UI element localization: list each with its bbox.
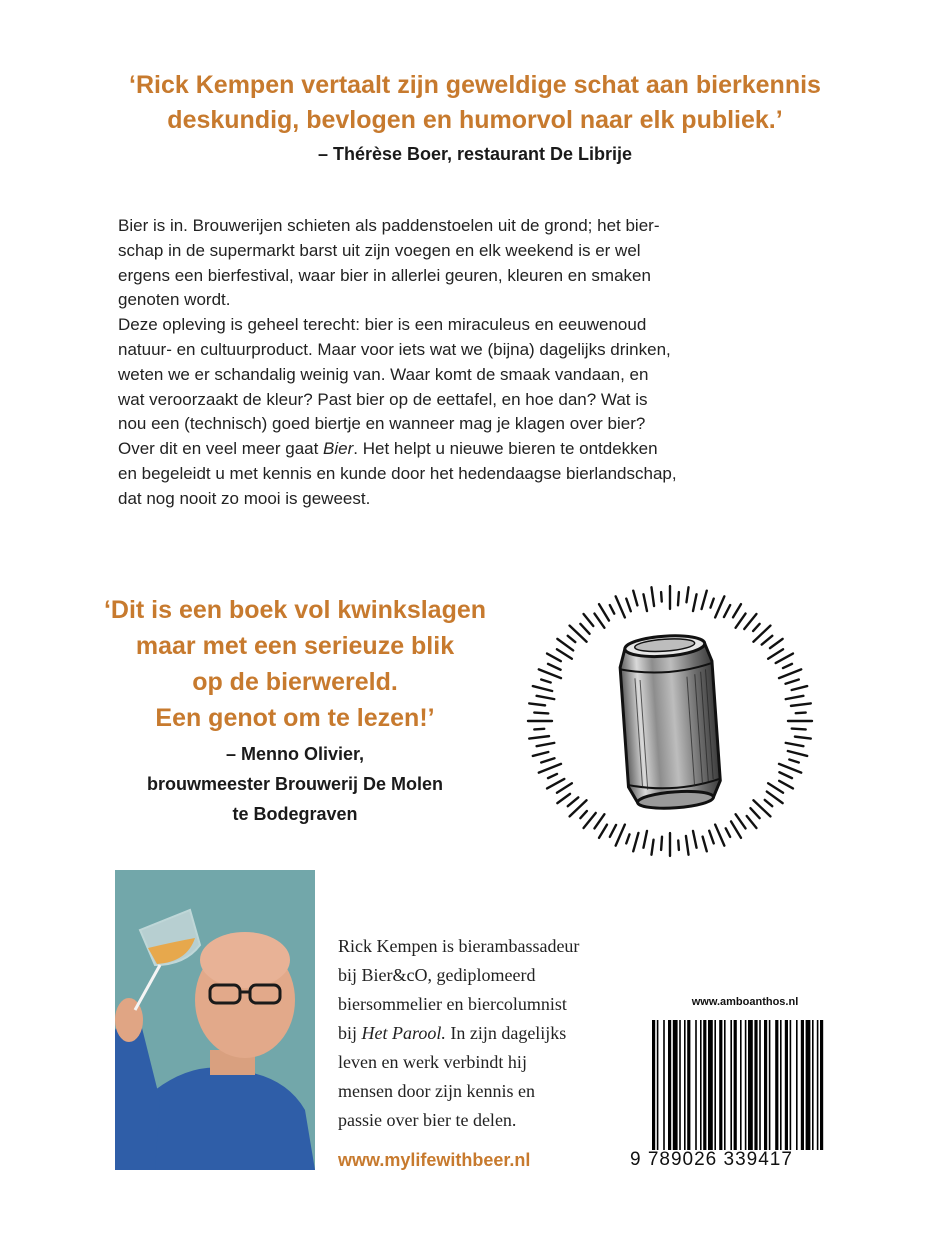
publisher-url[interactable]: www.amboanthos.nl — [691, 996, 799, 1008]
barcode-bar — [801, 1020, 804, 1150]
sunburst-ray — [541, 679, 550, 682]
bio-line-with-newspaper — [338, 1019, 638, 1048]
sunburst-ray — [651, 840, 653, 855]
sunburst-ray — [788, 751, 807, 756]
sunburst-ray — [693, 831, 697, 848]
sunburst-ray — [779, 764, 801, 773]
bio-line: leven en werk verbindt hij — [338, 1052, 527, 1072]
top-quote-attribution: – Thérèse Boer, restaurant De Librije — [317, 144, 633, 164]
sunburst-ray — [686, 836, 689, 855]
sunburst-ray — [599, 604, 609, 620]
sunburst-ray — [767, 792, 783, 804]
barcode-bar — [780, 1020, 782, 1150]
sunburst-ray — [557, 639, 573, 651]
attribution-line-2: brouwmeester Brouwerij De Molen — [146, 774, 444, 794]
barcode-bar — [703, 1020, 706, 1150]
author-bio — [338, 932, 638, 1135]
barcode-bar — [663, 1020, 665, 1150]
sunburst-ray — [626, 834, 629, 843]
barcode-bar — [708, 1020, 713, 1150]
middle-quote — [70, 592, 520, 736]
sunburst-ray — [584, 813, 596, 828]
sunburst-ray — [786, 743, 804, 746]
sunburst-ray — [768, 783, 783, 793]
barcode-bar — [740, 1020, 742, 1150]
sunburst-ray — [539, 669, 561, 678]
barcode-bar — [734, 1020, 737, 1150]
bio-line: bij Bier&cO, gediplomeerd — [338, 965, 536, 985]
sunburst-ray — [568, 636, 576, 642]
sunburst-ray — [547, 779, 564, 789]
sunburst-ray — [557, 794, 570, 803]
sunburst-ray — [643, 594, 647, 611]
sunburst-ray — [753, 624, 760, 631]
sunburst-ray — [633, 591, 637, 606]
barcode-bar — [785, 1020, 788, 1150]
barcode-bar — [748, 1020, 753, 1150]
beer-can-radiating-icon — [520, 576, 820, 866]
barcode-bar — [679, 1020, 681, 1150]
sunburst-ray — [768, 649, 783, 659]
sunburst-ray — [726, 828, 730, 837]
sunburst-ray — [533, 686, 552, 691]
middle-quote-line-2: maar met een serieuze blik — [135, 632, 455, 660]
sunburst-ray — [557, 783, 572, 793]
description-text: . Het helpt u nieuwe bieren te ontdekken — [353, 439, 658, 459]
middle-quote-line-1: ‘Dit is een boek vol kwinkslagen — [103, 596, 487, 624]
sunburst-ray — [786, 679, 799, 683]
sunburst-ray — [626, 599, 631, 612]
middle-quote-line-4: Een genot om te lezen!’ — [155, 704, 435, 732]
barcode-bar — [657, 1020, 659, 1150]
sunburst-ray — [580, 624, 589, 634]
barcode-bar — [764, 1020, 767, 1150]
bio-line: mensen door zijn kennis en — [338, 1081, 535, 1101]
barcode-bar — [790, 1020, 792, 1150]
description-line: en begeleidt u met kennis en kunde door het hedendaagse bierlandschap, — [118, 463, 677, 483]
sunburst-ray — [795, 737, 811, 739]
sunburst-ray — [661, 837, 662, 850]
middle-quote-line-3: op de bierwereld. — [192, 668, 398, 696]
newspaper-title-italic: Het Parool. — [361, 1023, 446, 1043]
barcode-bar — [820, 1020, 823, 1150]
middle-quote-attribution — [70, 739, 520, 829]
sunburst-ray — [779, 772, 792, 778]
sunburst-ray — [537, 743, 555, 746]
sunburst-ray — [547, 654, 561, 662]
sunburst-ray — [711, 599, 714, 608]
sunburst-ray — [796, 713, 806, 714]
sunburst-ray — [783, 664, 792, 668]
sunburst-ray — [548, 664, 561, 670]
description-line: Bier is in. Brouwerijen schieten als paddenstoelen uit de grond; het bier- — [118, 216, 660, 235]
bio-text: bij — [338, 1023, 362, 1043]
top-quote — [80, 68, 870, 138]
sunburst-ray — [724, 605, 730, 617]
top-quote-line-2: deskundig, bevlogen en humorvol naar elk publiek.’ — [167, 106, 783, 134]
description-line: wat veroorzaakt de kleur? Past bier op de eettafel, en hoe dan? Wat is — [118, 389, 648, 409]
sunburst-ray — [779, 669, 801, 678]
sunburst-ray — [765, 800, 773, 806]
attribution-line-1: – Menno Olivier, — [225, 744, 365, 764]
barcode-bar — [806, 1020, 811, 1150]
sunburst-ray — [770, 639, 783, 648]
sunburst-ray — [702, 591, 707, 609]
sunburst-ray — [643, 831, 647, 848]
sunburst-ray — [610, 605, 614, 614]
sunburst-ray — [786, 696, 804, 699]
barcode-bar — [719, 1020, 722, 1150]
barcode-bar — [775, 1020, 778, 1150]
description-line: Deze opleving is geheel terecht: bier is een miraculeus en eeuwenoud — [118, 315, 647, 335]
barcode-bar — [730, 1020, 732, 1150]
sunburst-ray — [750, 808, 759, 818]
sunburst-ray — [693, 594, 697, 611]
sunburst-ray — [616, 825, 625, 846]
sunburst-ray — [776, 654, 793, 664]
description-line-with-title — [118, 437, 838, 462]
bio-line: biersommelier en biercolumnist — [338, 994, 567, 1014]
sunburst-ray — [779, 781, 793, 789]
sunburst-ray — [731, 821, 741, 837]
description-line: weten we er schandalig weinig van. Waar komt de smaak vandaan, en — [118, 364, 649, 384]
sunburst-ray — [541, 758, 554, 762]
barcode-bar — [759, 1020, 761, 1150]
barcode-bar — [687, 1020, 690, 1150]
description-line: schap in de supermarkt barst uit zijn voegen en elk weekend is er wel — [118, 240, 641, 260]
sunburst-ray — [715, 825, 724, 846]
sunburst-ray — [539, 764, 561, 773]
sunburst-ray — [537, 696, 555, 699]
bio-text: In zijn dagelijks — [445, 1023, 567, 1043]
sunburst-ray — [599, 825, 607, 838]
barcode-bar — [714, 1020, 716, 1150]
can — [618, 633, 722, 811]
book-title-italic: Bier — [323, 439, 354, 459]
sunburst-ray — [703, 837, 707, 852]
barcode-bar — [754, 1020, 757, 1150]
sunburst-ray — [529, 703, 545, 705]
sunburst-ray — [529, 736, 549, 738]
isbn-barcode — [650, 1020, 826, 1150]
sunburst-ray — [733, 604, 741, 617]
sunburst-ray — [709, 831, 714, 844]
sunburst-ray — [557, 649, 572, 659]
top-quote-line-1: ‘Rick Kempen vertaalt zijn geweldige schat aan bierkennis — [129, 71, 821, 99]
barcode-bar — [684, 1020, 686, 1150]
sunburst-ray — [736, 614, 746, 628]
sunburst-ray — [584, 614, 594, 626]
sunburst-ray — [686, 587, 688, 602]
sunburst-ray — [744, 614, 756, 629]
bio-line: Rick Kempen is bierambassadeur — [338, 936, 580, 956]
barcode-bar — [652, 1020, 655, 1150]
sunburst-ray — [678, 592, 679, 605]
barcode-bar — [745, 1020, 747, 1150]
sunburst-ray — [736, 814, 746, 828]
barcode-bar — [796, 1020, 798, 1150]
sunburst-ray — [548, 774, 557, 778]
barcode-bar — [817, 1020, 819, 1150]
sunburst-ray — [633, 833, 638, 851]
description-line: ergens een bierfestival, waar bier in allerlei geuren, kleuren en smaken — [118, 265, 651, 285]
sunburst-ray — [580, 811, 587, 818]
barcode-bar — [695, 1020, 697, 1150]
description-line: dat nog nooit zo mooi is geweest. — [118, 488, 371, 508]
sunburst-ray — [534, 729, 544, 730]
barcode-bar — [700, 1020, 702, 1150]
sunburst-ray — [616, 596, 625, 617]
barcode-bar — [812, 1020, 814, 1150]
sunburst-ray — [792, 729, 806, 730]
sunburst-ray — [594, 814, 604, 828]
barcode-bar — [724, 1020, 726, 1150]
sunburst-ray — [789, 759, 798, 762]
attribution-line-3: te Bodegraven — [232, 804, 358, 824]
author-portrait — [115, 870, 315, 1170]
sunburst-ray — [594, 614, 604, 628]
isbn-number: 9 789026 339417 — [630, 1149, 793, 1170]
sunburst-ray — [568, 797, 579, 806]
sunburst-ray — [651, 587, 654, 606]
sunburst-ray — [610, 825, 616, 837]
sunburst-ray — [747, 816, 757, 828]
sunburst-ray — [678, 840, 679, 849]
bio-line: passie over bier te delen. — [338, 1110, 517, 1130]
description-text: Over dit en veel meer gaat — [118, 439, 324, 459]
description-line: genoten wordt. — [118, 290, 231, 310]
barcode-bar — [668, 1020, 671, 1150]
sunburst-ray — [661, 592, 662, 601]
sunburst-ray — [715, 596, 724, 617]
book-description — [118, 214, 838, 512]
barcode-bar — [673, 1020, 678, 1150]
sunburst-ray — [791, 703, 811, 705]
sunburst-ray — [533, 752, 548, 756]
barcode-bar — [769, 1020, 771, 1150]
description-line: nou een (technisch) goed biertje en wanneer mag je klagen over bier? — [118, 414, 646, 434]
sunburst-ray — [762, 636, 773, 645]
sunburst-ray — [792, 686, 807, 690]
description-line: natuur- en cultuurproduct. Maar voor iets wat we (bijna) dagelijks drinken, — [118, 339, 671, 359]
author-website[interactable]: www.mylifewithbeer.nl — [338, 1150, 531, 1170]
sunburst-ray — [534, 713, 548, 714]
